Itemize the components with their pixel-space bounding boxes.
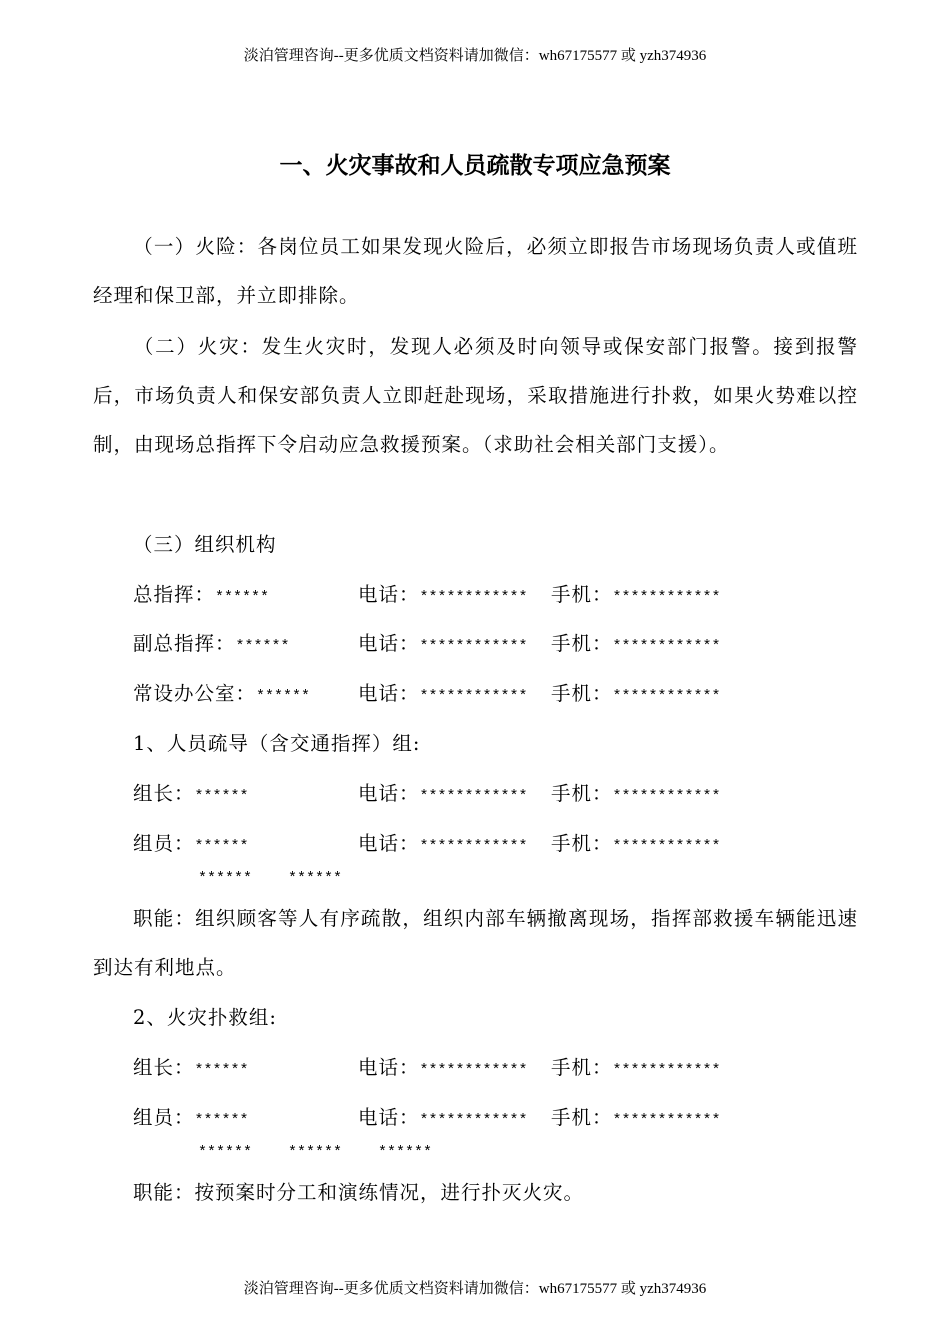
role-label: 副总指挥：	[133, 632, 236, 655]
role-label: 常设办公室：	[133, 682, 257, 705]
group2-extra-members: ****** ****** ******	[198, 1144, 433, 1161]
masked-phone: ************	[419, 688, 528, 705]
mobile-label: 手机：	[551, 583, 613, 606]
masked-phone: ************	[419, 1062, 528, 1079]
masked-name: ******	[256, 688, 311, 705]
masked-mobile: ************	[612, 1112, 721, 1129]
phone-label: 电话：	[358, 1056, 420, 1079]
paragraph-fire	[93, 322, 858, 469]
masked-mobile: ************	[612, 638, 721, 655]
page-footer: 淡泊管理咨询--更多优质文档资料请加微信：wh67175577 或 yzh374936	[243, 1281, 707, 1297]
masked-mobile: ************	[612, 838, 721, 855]
mobile-label: 手机：	[551, 1056, 613, 1079]
masked-phone: ************	[419, 638, 528, 655]
group2-duty: 职能：按预案时分工和演练情况，进行扑灭火灾。	[133, 1181, 585, 1204]
paragraph-fire-risk-text: （一）火险：各岗位员工如果发现火险后，必须立即报告市场现场负责人或值班经理和保卫部，并立即排除。	[93, 235, 858, 307]
masked-name: ******	[235, 638, 290, 655]
paragraph-fire-text: （二）火灾：发生火灾时，发现人必须及时向领导或保安部门报警。接到报警后，市场负责人和保安部负责人立即赶赴现场，采取措施进行扑救，如果火势难以控制，由现场总指挥下令启动应急救援预案。（求助社会相关部门支援）。	[93, 335, 858, 456]
mobile-label: 手机：	[551, 682, 613, 705]
phone-label: 电话：	[358, 583, 420, 606]
masked-phone: ************	[419, 788, 528, 805]
phone-label: 电话：	[358, 832, 420, 855]
group2-heading: 2、火灾扑救组:	[133, 1006, 277, 1029]
masked-name: ******	[194, 1112, 249, 1129]
group1-extra-members: ****** ******	[198, 870, 343, 887]
phone-label: 电话：	[358, 782, 420, 805]
masked-name: ******	[194, 1062, 249, 1079]
masked-name: ******	[215, 589, 270, 606]
mobile-label: 手机：	[551, 632, 613, 655]
mobile-label: 手机：	[551, 782, 613, 805]
masked-phone: ************	[419, 1112, 528, 1129]
masked-mobile: ************	[612, 688, 721, 705]
masked-phone: ************	[419, 589, 528, 606]
leader-label: 组长：	[133, 1056, 195, 1079]
member-label: 组员：	[133, 1106, 195, 1129]
page-header: 淡泊管理咨询--更多优质文档资料请加微信：wh67175577 或 yzh374936	[243, 48, 707, 64]
mobile-label: 手机：	[551, 832, 613, 855]
phone-label: 电话：	[358, 632, 420, 655]
masked-name: ******	[194, 838, 249, 855]
phone-label: 电话：	[358, 1106, 420, 1129]
masked-phone: ************	[419, 838, 528, 855]
role-label: 总指挥：	[133, 583, 216, 606]
masked-name: ******	[194, 788, 249, 805]
document-title: 一、火灾事故和人员疏散专项应急预案	[279, 153, 671, 179]
member-label: 组员：	[133, 832, 195, 855]
paragraph-fire-risk	[93, 222, 858, 320]
masked-mobile: ************	[612, 589, 721, 606]
phone-label: 电话：	[358, 682, 420, 705]
masked-mobile: ************	[612, 1062, 721, 1079]
mobile-label: 手机：	[551, 1106, 613, 1129]
leader-label: 组长：	[133, 782, 195, 805]
group1-heading: 1、人员疏导（含交通指挥）组:	[133, 732, 421, 755]
org-heading: （三）组织机构	[133, 533, 277, 556]
masked-mobile: ************	[612, 788, 721, 805]
group1-duty: 职能：组织顾客等人有序疏散，组织内部车辆撤离现场，指挥部救援车辆能迅速到达有利地点。	[93, 907, 858, 979]
